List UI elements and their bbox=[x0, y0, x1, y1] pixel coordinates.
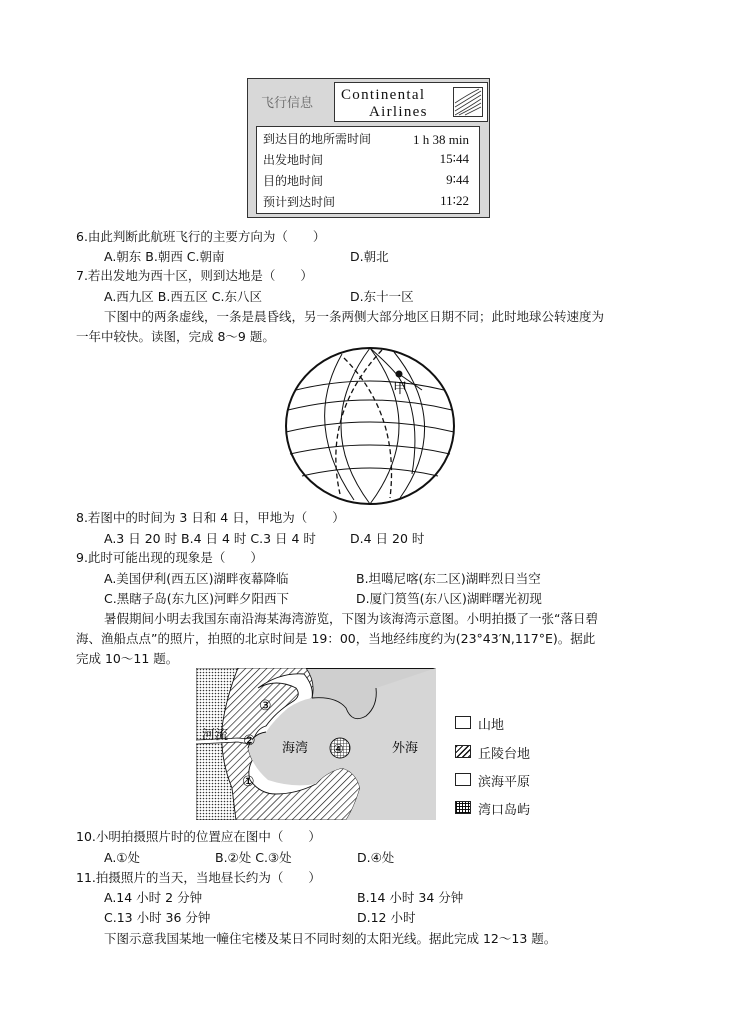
question-11-option-b: B.14 小时 34 分钟 bbox=[357, 890, 464, 905]
intro-12-13-line1: 下图示意我国某地一幢住宅楼及某日不同时刻的太阳光线。据此完成 12～13 题。 bbox=[104, 931, 557, 946]
flight-row-value: 15∶44 bbox=[439, 151, 469, 166]
intro-10-11-line1: 暑假期间小明去我国东南沿海某海湾游览，下图为该海湾示意图。小明拍摄了一张“落日碧 bbox=[104, 611, 598, 626]
airline-name-line2: Airlines bbox=[369, 104, 428, 120]
legend-hills-label: 丘陵台地 bbox=[478, 747, 531, 762]
map-marker-1: ① bbox=[242, 774, 255, 790]
legend-hills-swatch bbox=[455, 745, 471, 758]
question-7-stem: 7.若出发地为西十区，则到达地是（ ） bbox=[76, 268, 313, 283]
bay-map bbox=[196, 668, 436, 820]
question-6-stem: 6.由此判断此航班飞行的主要方向为（ ） bbox=[76, 229, 326, 244]
map-bay-label: 海湾 bbox=[282, 741, 309, 756]
question-8-stem: 8.若图中的时间为 3 日和 4 日，甲地为（ ） bbox=[76, 510, 345, 525]
legend-island-label: 湾口岛屿 bbox=[478, 803, 531, 818]
airline-name-line1: Continental bbox=[341, 87, 426, 103]
question-11-option-a: A.14 小时 2 分钟 bbox=[104, 890, 203, 905]
airline-globe-icon bbox=[453, 87, 483, 117]
intro-8-9-line2: 一年中较快。读图，完成 8～9 题。 bbox=[76, 329, 275, 344]
intro-8-9-line1: 下图中的两条虚线，一条是晨昏线，另一条两侧大部分地区日期不同；此时地球公转速度为 bbox=[104, 309, 605, 324]
intro-10-11-line3: 完成 10～11 题。 bbox=[76, 651, 179, 666]
question-8-option-d: D.4 日 20 时 bbox=[350, 531, 425, 546]
question-11-option-d: D.12 小时 bbox=[357, 910, 416, 925]
map-marker-2: ② bbox=[243, 733, 256, 749]
flight-row-label: 到达目的地所需时间 bbox=[263, 132, 372, 146]
question-11-option-c: C.13 小时 36 分钟 bbox=[104, 910, 211, 925]
question-10-option-a: A.①处 bbox=[104, 850, 141, 865]
intro-10-11-line2: 海、渔船点点”的照片，拍照的北京时间是 19：00，当地经纬度约为(23°43′N,117°E)。据此 bbox=[76, 631, 596, 646]
legend-mountain-swatch bbox=[455, 716, 471, 729]
question-9-option-a: A.美国伊利(西五区)湖畔夜幕降临 bbox=[104, 571, 289, 586]
map-river-label: 河流 bbox=[202, 728, 229, 743]
flight-info-panel bbox=[247, 78, 490, 218]
map-marker-4: ④ bbox=[333, 742, 344, 756]
question-10-option-d: D.④处 bbox=[357, 850, 395, 865]
question-6-options-abc: A.朝东 B.朝西 C.朝南 bbox=[104, 249, 225, 264]
point-jia-label: 甲 bbox=[393, 381, 407, 397]
question-10-stem: 10.小明拍摄照片时的位置应在图中（ ） bbox=[76, 829, 321, 844]
legend-mountain-label: 山地 bbox=[478, 718, 505, 733]
legend-island-swatch bbox=[455, 801, 471, 814]
question-6-option-d: D.朝北 bbox=[350, 249, 389, 264]
question-9-stem: 9.此时可能出现的现象是（ ） bbox=[76, 550, 263, 565]
flight-row-label: 预计到达时间 bbox=[263, 195, 336, 209]
question-11-stem: 11.拍摄照片的当天，当地昼长约为（ ） bbox=[76, 870, 321, 885]
legend-plain-swatch bbox=[455, 773, 471, 786]
question-9-option-d: D.厦门筼筜(东八区)湖畔曙光初现 bbox=[356, 591, 542, 606]
question-9-option-c: C.黑瞎子岛(东九区)河畔夕阳西下 bbox=[104, 591, 289, 606]
question-7-options-abc: A.西九区 B.西五区 C.东八区 bbox=[104, 289, 263, 304]
flight-row-value: 11∶22 bbox=[440, 193, 469, 208]
flight-row-label: 目的地时间 bbox=[263, 174, 324, 188]
question-8-options-abc: A.3 日 20 时 B.4 日 4 时 C.3 日 4 时 bbox=[104, 531, 316, 546]
question-10-options-bc: B.②处 C.③处 bbox=[215, 850, 292, 865]
legend-plain-label: 滨海平原 bbox=[478, 775, 531, 790]
map-sea-label: 外海 bbox=[392, 741, 419, 756]
question-9-option-b: B.坦噶尼喀(东二区)湖畔烈日当空 bbox=[356, 571, 541, 586]
globe-diagram bbox=[282, 344, 458, 508]
flight-row-value: 9∶44 bbox=[446, 172, 469, 187]
flight-row-value: 1 h 38 min bbox=[413, 132, 469, 147]
flight-panel-header: 飞行信息 bbox=[261, 96, 314, 111]
map-marker-3: ③ bbox=[259, 698, 272, 714]
question-7-option-d: D.东十一区 bbox=[350, 289, 414, 304]
flight-info-table bbox=[256, 126, 480, 214]
airline-logo-box bbox=[334, 82, 488, 122]
flight-row-label: 出发地时间 bbox=[263, 153, 324, 167]
